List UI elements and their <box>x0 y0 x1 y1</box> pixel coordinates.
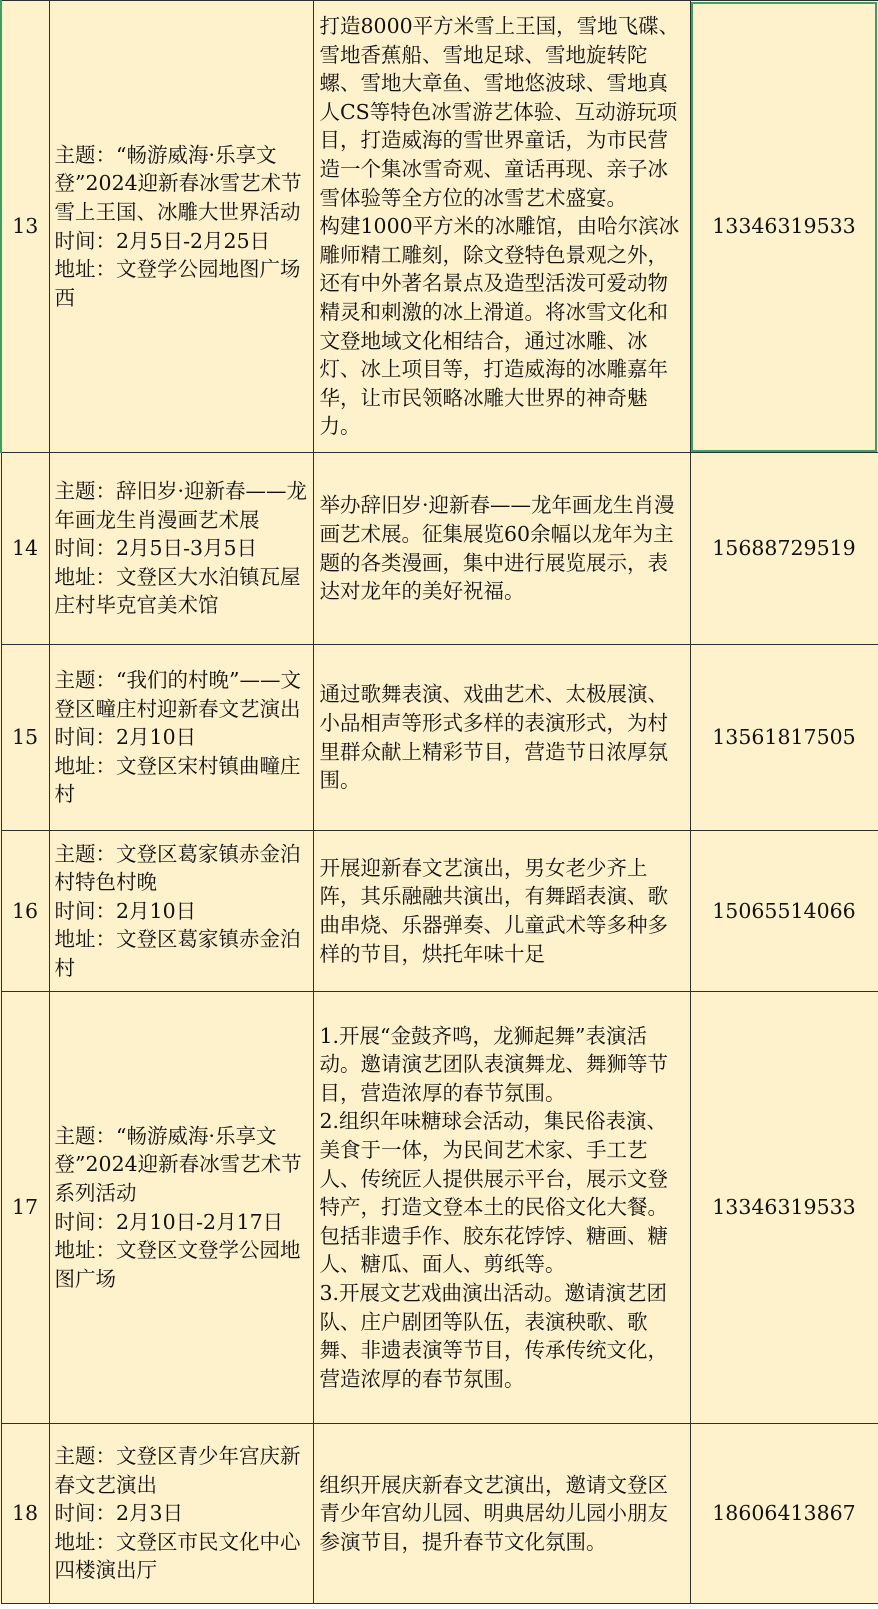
event-info-cell[interactable] <box>49 645 313 831</box>
event-info-cell[interactable] <box>49 1 313 453</box>
event-time: 时间：2月5日-2月25日 <box>54 228 271 253</box>
description-paragraph: 2.组织年味糖球会活动，集民俗表演、美食于一体，为民间艺术家、手工艺人、传统匠人提供展示平台，展示文登特产，打造文登本土的民俗文化大餐。包括非遗手作、胶东花饽饽、糖画、糖人、糖瓜、面人、剪纸等。 <box>319 1109 668 1277</box>
table-row <box>1 645 878 831</box>
event-address: 地址：文登区葛家镇赤金泊村 <box>54 927 301 980</box>
contact-phone-cell-selected[interactable]: 13346319533 <box>690 1 878 453</box>
description-paragraph: 组织开展庆新春文艺演出，邀请文登区青少年宫幼儿园、明典居幼儿园小朋友参演节目，提升春节文化氛围。 <box>319 1472 668 1554</box>
row-number[interactable]: 15 <box>1 645 49 831</box>
event-time: 时间：2月10日 <box>54 725 197 750</box>
event-info-cell[interactable] <box>49 1424 313 1604</box>
event-address: 地址：文登区宋村镇曲疃庄村 <box>54 753 301 807</box>
row-number[interactable]: 14 <box>1 453 49 645</box>
table-row <box>1 1 878 453</box>
table-row <box>1 831 878 992</box>
contact-phone-cell[interactable]: 18606413867 <box>690 1424 878 1604</box>
event-time: 时间：2月5日-3月5日 <box>54 536 258 561</box>
event-info-cell[interactable] <box>49 992 313 1424</box>
description-paragraph: 1.开展“金鼓齐鸣，龙狮起舞”表演活动。邀请演艺团队表演舞龙、舞狮等节目，营造浓厚的春节氛围。 <box>319 1023 668 1105</box>
event-info-cell[interactable] <box>49 453 313 645</box>
event-time: 时间：2月10日-2月17日 <box>54 1209 284 1234</box>
event-address: 地址：文登区市民文化中心四楼演出厅 <box>54 1529 301 1583</box>
row-number[interactable]: 17 <box>1 992 49 1424</box>
row-number[interactable]: 16 <box>1 831 49 992</box>
event-address: 地址：文登区大水泊镇瓦屋庄村毕克官美术馆 <box>54 564 301 618</box>
description-paragraph: 打造8000平方米雪上王国，雪地飞碟、雪地香蕉船、雪地足球、雪地旋转陀螺、雪地大章鱼、雪地悠波球、雪地真人CS等特色冰雪游艺体验、互动游玩项目，打造威海的雪世界童话，为市民营造一个集冰雪奇观、童话再现、亲子冰雪体验等全方位的冰雪艺术盛宴。 <box>319 14 680 210</box>
event-time: 时间：2月3日 <box>54 1501 184 1526</box>
description-paragraph: 举办辞旧岁·迎新春——龙年画龙生肖漫画艺术展。征集展览60余幅以龙年为主题的各类漫画，集中进行展览展示，表达对龙年的美好祝福。 <box>319 493 675 604</box>
event-theme: 主题：辞旧岁·迎新春——龙年画龙生肖漫画艺术展 <box>54 479 308 532</box>
event-address: 地址：文登学公园地图广场西 <box>54 257 301 310</box>
event-description-cell[interactable] <box>313 645 690 831</box>
description-paragraph: 通过歌舞表演、戏曲艺术、太极展演、小品相声等形式多样的表演形式，为村里群众献上精彩节目，营造节日浓厚氛围。 <box>319 682 668 793</box>
event-theme: 主题：“我们的村晚”——文登区疃庄村迎新春文艺演出 <box>54 668 301 721</box>
event-description-cell[interactable] <box>313 831 690 992</box>
description-paragraph: 3.开展文艺戏曲演出活动。邀请演艺团队、庄户剧团等队伍，表演秧歌、歌舞、非遗表演等节目，传承传统文化，营造浓厚的春节氛围。 <box>319 1280 668 1391</box>
row-number[interactable]: 13 <box>1 1 49 453</box>
event-address: 地址：文登区文登学公园地图广场 <box>54 1238 301 1291</box>
event-description-cell[interactable] <box>313 992 690 1424</box>
event-theme: 主题：文登区青少年宫庆新春文艺演出 <box>54 1444 301 1497</box>
event-theme: 主题：“畅游威海·乐享文登”2024迎新春冰雪艺术节 雪上王国、冰雕大世界活动 <box>54 142 302 224</box>
description-paragraph: 开展迎新春文艺演出，男女老少齐上阵，其乐融融共演出，有舞蹈表演、歌曲串烧、乐器弹奏、儿童武术等多种多样的节目，烘托年味十足 <box>319 855 668 966</box>
contact-phone-cell[interactable]: 13346319533 <box>690 992 878 1424</box>
contact-phone-cell[interactable]: 15065514066 <box>690 831 878 992</box>
event-time: 时间：2月10日 <box>54 898 197 923</box>
contact-phone-cell[interactable]: 13561817505 <box>690 645 878 831</box>
event-description-cell[interactable] <box>313 1424 690 1604</box>
event-description-cell[interactable] <box>313 453 690 645</box>
event-theme: 主题：文登区葛家镇赤金泊村特色村晚 <box>54 841 301 895</box>
event-info-cell[interactable] <box>49 831 313 992</box>
event-theme: 主题：“畅游威海·乐享文登”2024迎新春冰雪艺术节系列活动 <box>54 1123 302 1205</box>
table-row <box>1 1424 878 1604</box>
description-paragraph: 构建1000平方米的冰雕馆，由哈尔滨冰雕师精工雕刻，除文登特色景观之外，还有中外著名景点及造型活泼可爱动物精灵和刺激的冰上滑道。将冰雪文化和文登地域文化相结合，通过冰雕、冰灯、冰上项目等，打造威海的冰雕嘉年华，让市民领略冰雕大世界的神奇魅力。 <box>319 214 680 439</box>
table-row <box>1 992 878 1424</box>
contact-phone-cell[interactable]: 15688729519 <box>690 453 878 645</box>
table-row <box>1 453 878 645</box>
row-number[interactable]: 18 <box>1 1424 49 1604</box>
event-description-cell[interactable] <box>313 1 690 453</box>
